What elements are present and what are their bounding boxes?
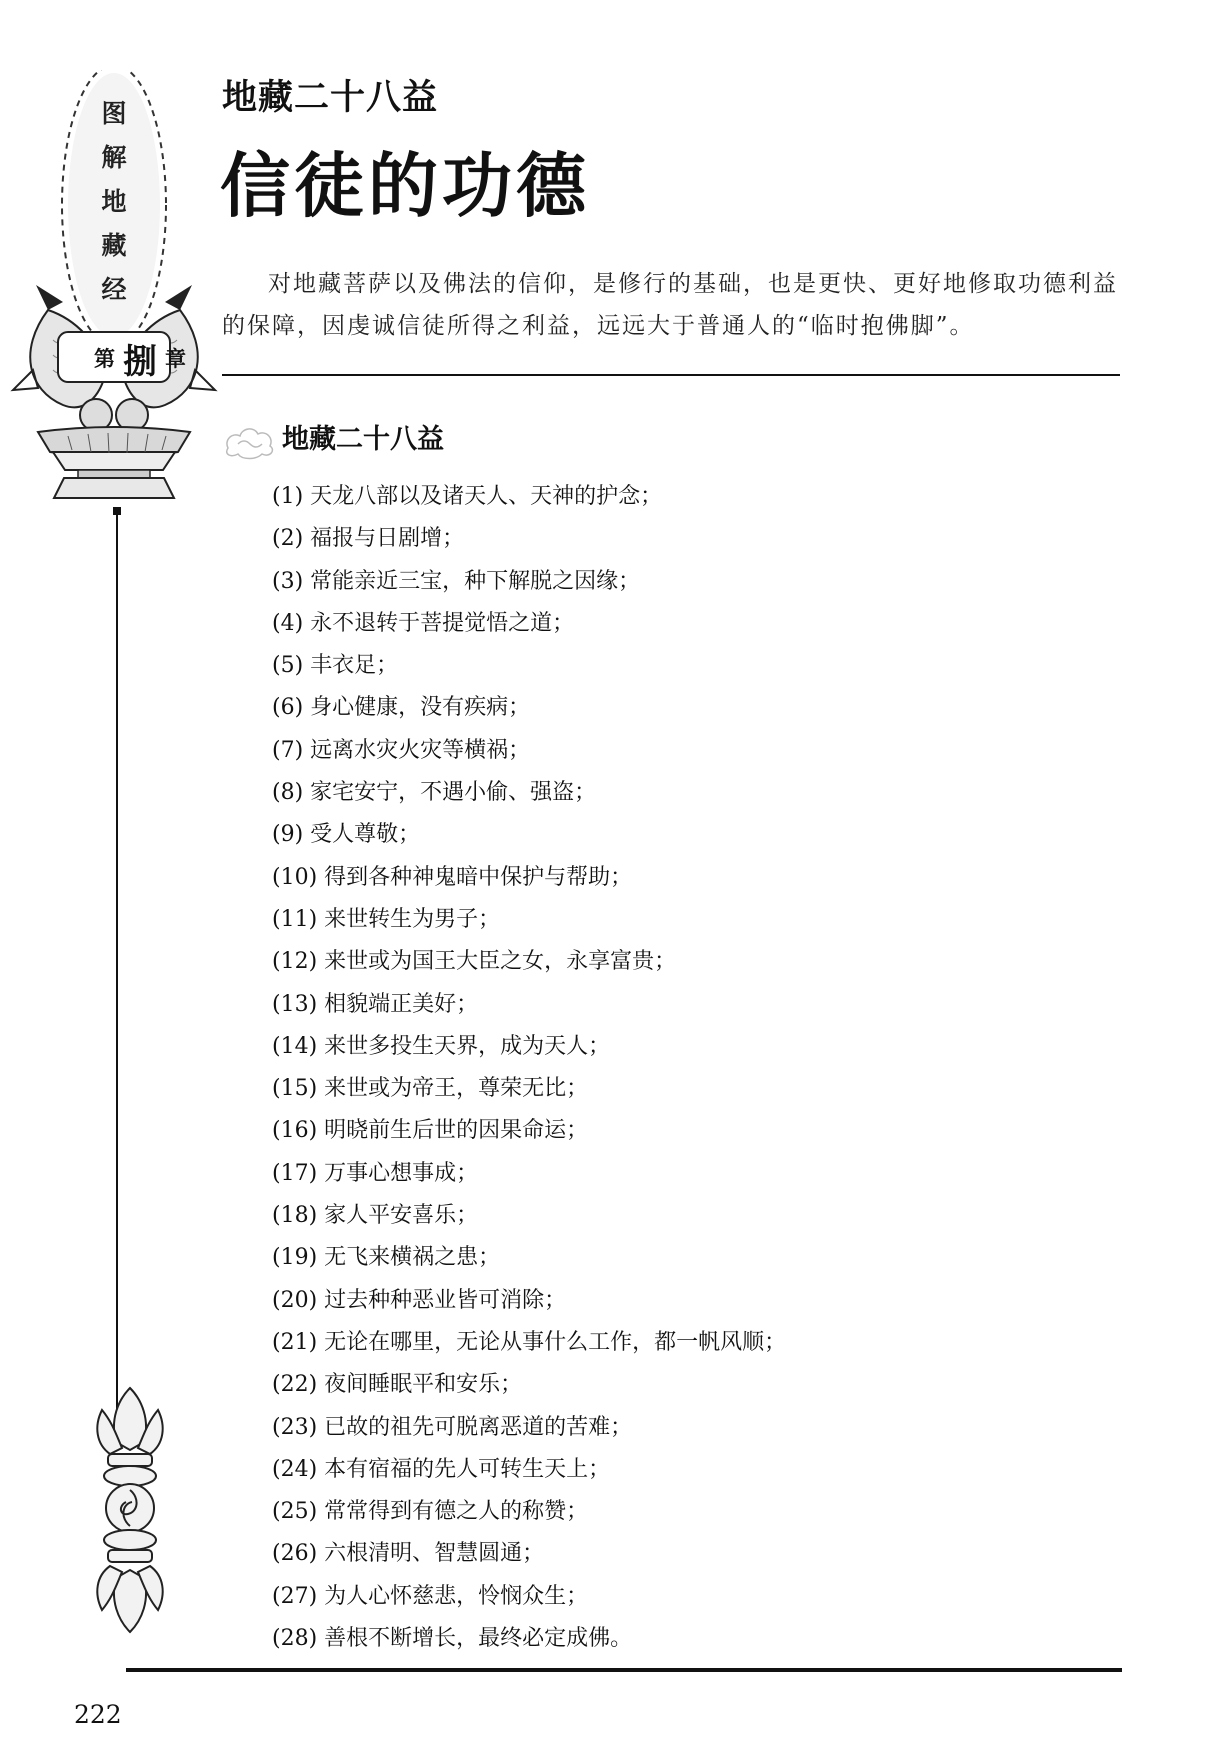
list-item: (6) 身心健康，没有疾病；	[272, 695, 531, 721]
chapter-prefix: 第	[94, 347, 115, 371]
list-item: (27) 为人心怀慈悲，怜悯众生；	[272, 1583, 589, 1609]
section-heading: 地藏二十八益	[282, 424, 444, 455]
vajra-icon	[80, 1380, 180, 1640]
cloud-ornament-icon	[222, 420, 278, 460]
list-item: (19) 无飞来横祸之患；	[272, 1245, 501, 1271]
list-item: (8) 家宅安宁，不遇小偷、强盗；	[272, 780, 597, 806]
page-number: 222	[74, 1700, 122, 1729]
vertical-title-char: 解	[101, 143, 127, 172]
list-item: (18) 家人平安喜乐；	[272, 1203, 479, 1229]
vertical-title-char: 图	[101, 99, 127, 128]
list-item: (22) 夜间睡眠平和安乐；	[272, 1372, 523, 1398]
horizontal-rule	[222, 374, 1120, 376]
benefit-list	[272, 476, 786, 1660]
intro-paragraph: 对地藏菩萨以及佛法的信仰，是修行的基础，也是更快、更好地修取功德利益的保障，因虔诚信徒所得之利益，远远大于普通人的“临时抱佛脚”。	[222, 271, 1118, 339]
list-item: (2) 福报与日剧增；	[272, 526, 465, 552]
list-item: (15) 来世或为帝王，尊荣无比；	[272, 1076, 589, 1102]
list-item: (9) 受人尊敬；	[272, 822, 421, 848]
list-item: (28) 善根不断增长，最终必定成佛。	[272, 1626, 633, 1652]
chapter-label	[60, 336, 220, 380]
list-item: (10) 得到各种神鬼暗中保护与帮助；	[272, 864, 633, 890]
list-item: (20) 过去种种恶业皆可消除；	[272, 1287, 567, 1313]
list-item: (11) 来世转生为男子；	[272, 906, 501, 932]
list-item: (3) 常能亲近三宝，种下解脱之因缘；	[272, 568, 641, 594]
list-item: (17) 万事心想事成；	[272, 1160, 479, 1186]
list-item: (5) 丰衣足；	[272, 653, 399, 679]
vertical-title-char: 藏	[101, 231, 127, 260]
list-item: (14) 来世多投生天界，成为天人；	[272, 1033, 611, 1059]
vertical-title-char: 地	[101, 187, 127, 216]
list-item: (16) 明晓前生后世的因果命运；	[272, 1118, 589, 1144]
list-item: (24) 本有宿福的先人可转生天上；	[272, 1456, 611, 1482]
list-item: (23) 已故的祖先可脱离恶道的苦难；	[272, 1414, 633, 1440]
footer-rule	[126, 1668, 1122, 1672]
chapter-suffix: 章	[165, 347, 186, 371]
chapter-number: 捌	[123, 341, 157, 382]
list-item: (25) 常常得到有德之人的称赞；	[272, 1499, 589, 1525]
vertical-title-char: 经	[101, 275, 127, 304]
page-title: 信徒的功德	[220, 145, 590, 227]
list-item: (7) 远离水灾火灾等横祸；	[272, 737, 531, 763]
list-item: (12) 来世或为国王大臣之女，永享富贵；	[272, 949, 677, 975]
list-item: (1) 天龙八部以及诸天人、天神的护念；	[272, 484, 663, 509]
vertical-divider	[116, 510, 118, 1410]
subtitle: 地藏二十八益	[222, 78, 439, 118]
list-item: (26) 六根清明、智慧圆通；	[272, 1541, 545, 1567]
list-item: (4) 永不退转于菩提觉悟之道；	[272, 610, 575, 636]
list-item: (13) 相貌端正美好；	[272, 991, 479, 1017]
list-item: (21) 无论在哪里，无论从事什么工作，都一帆风顺；	[272, 1329, 787, 1355]
